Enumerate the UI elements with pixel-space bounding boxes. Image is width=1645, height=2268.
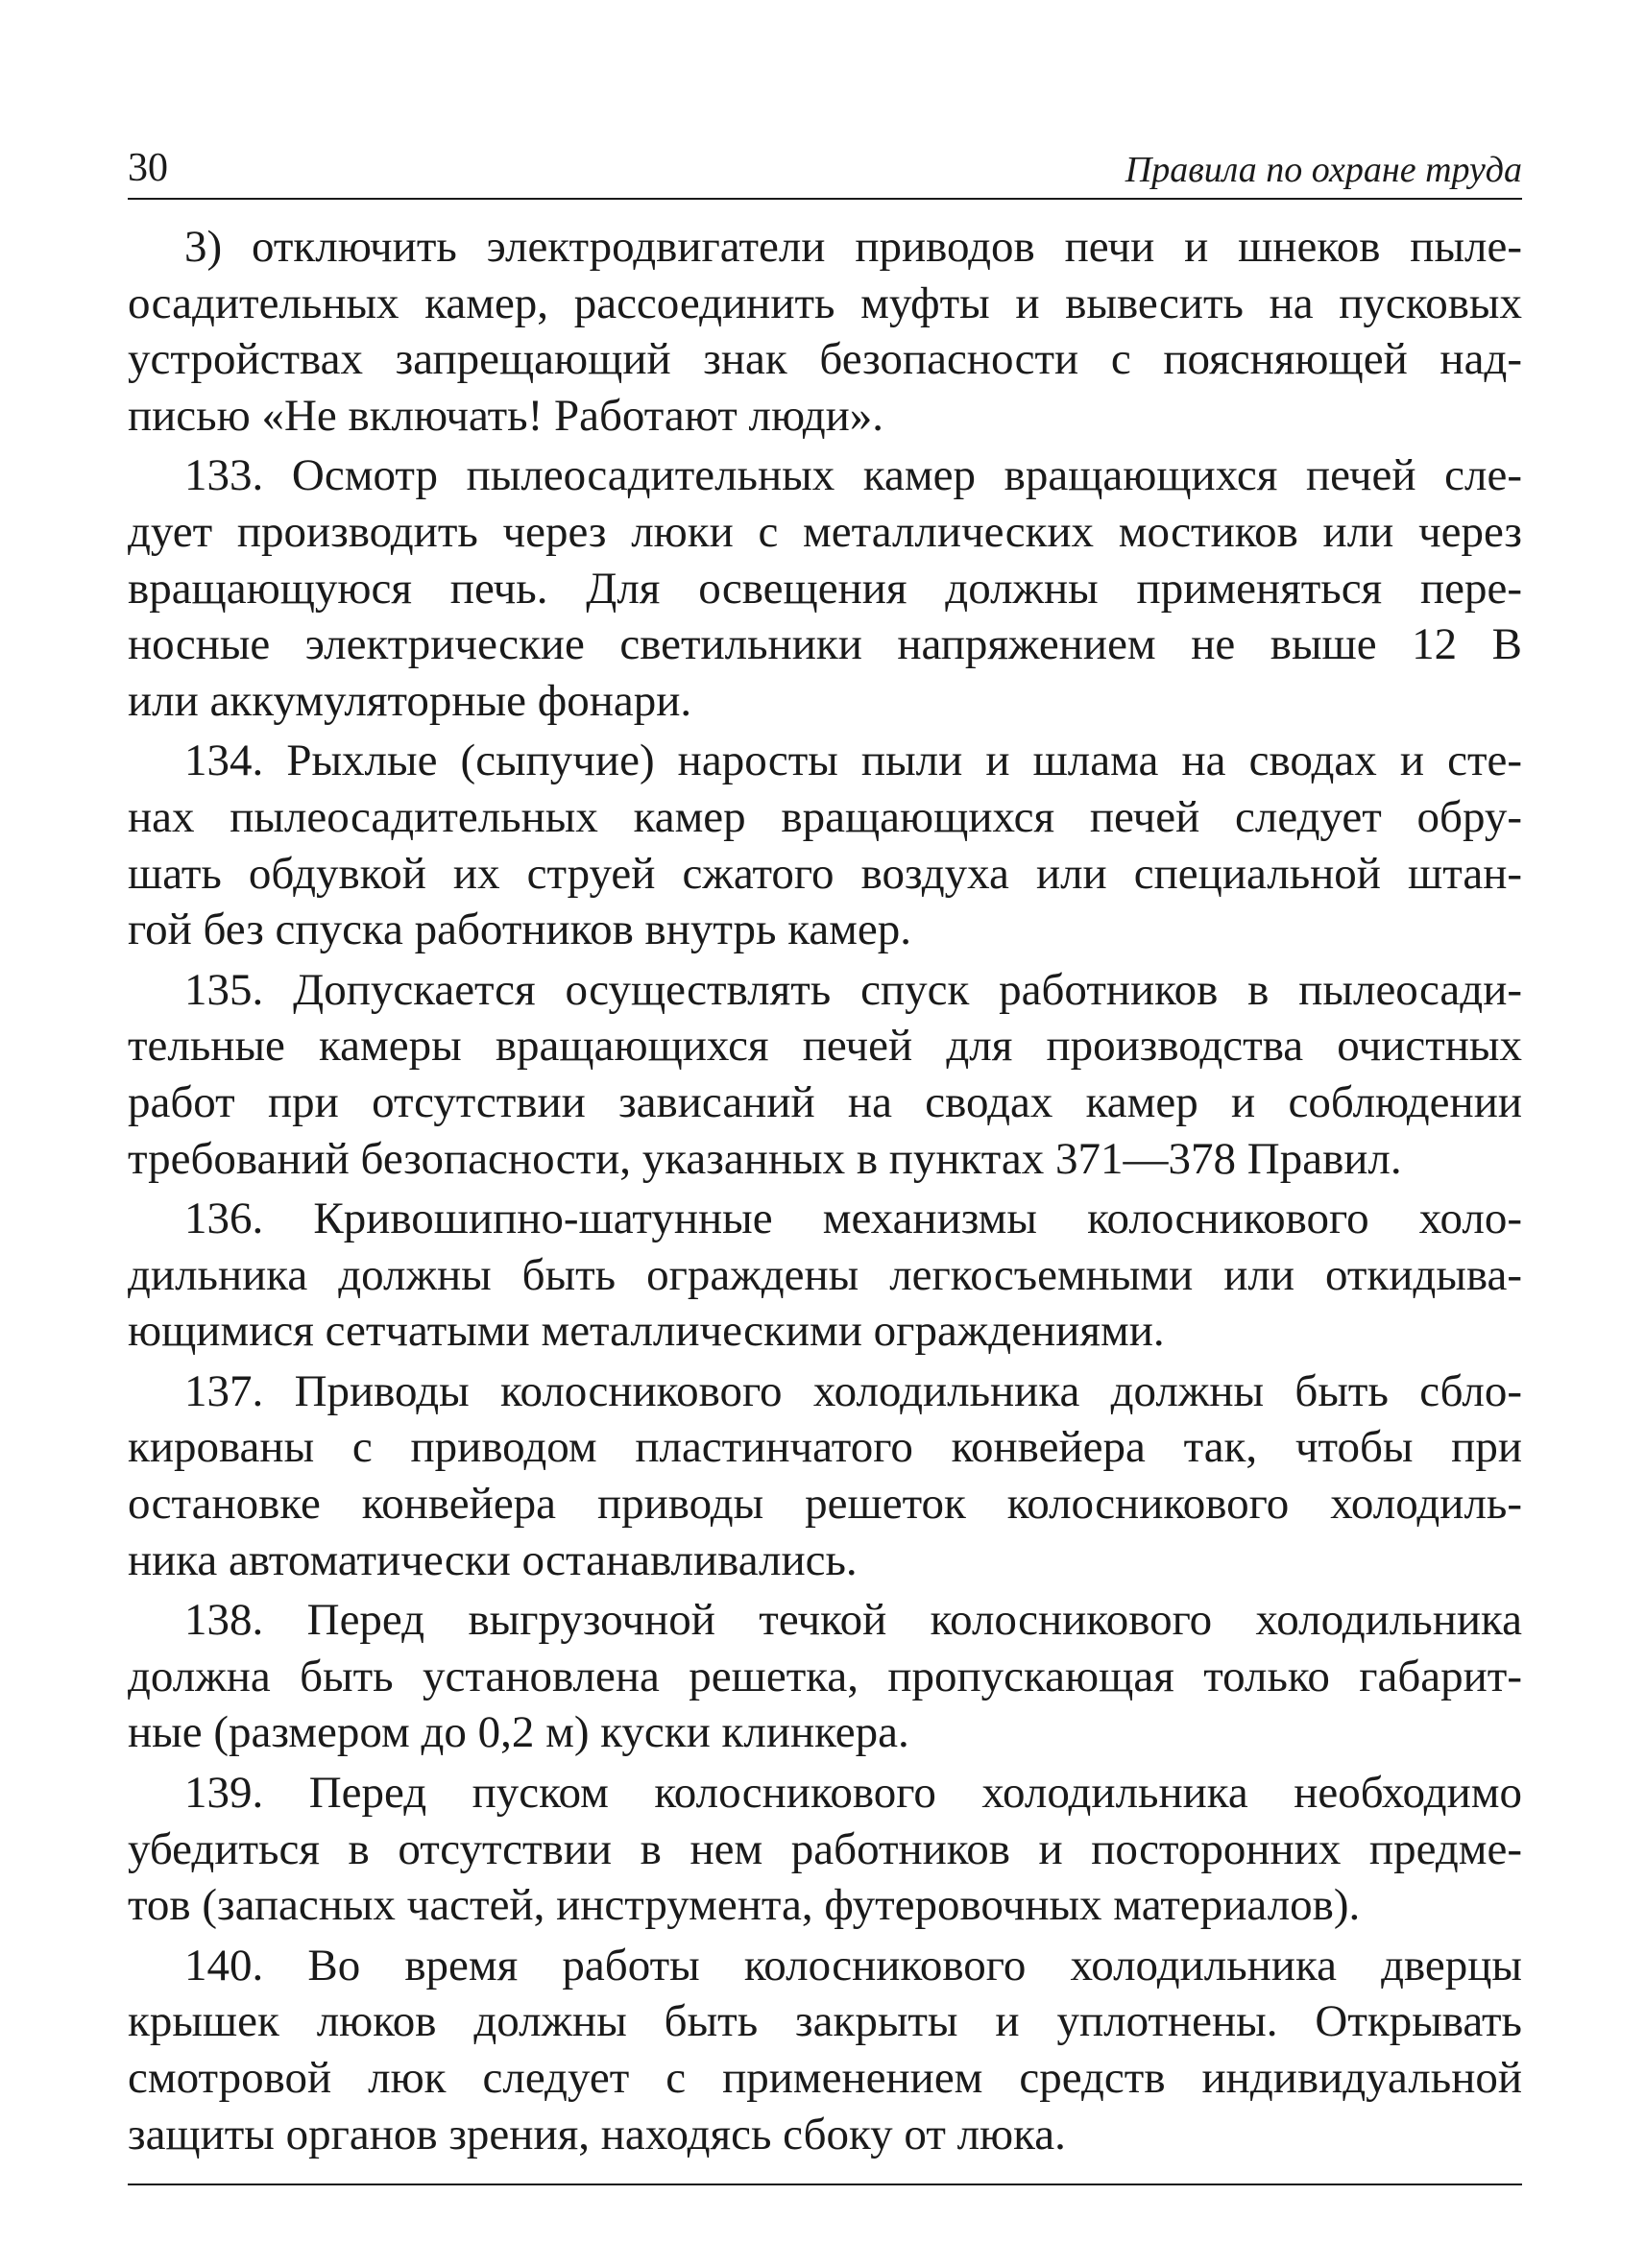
running-title: Правила по охране труда: [1125, 150, 1522, 190]
text-line: ника автоматически останавливались.: [128, 1534, 858, 1585]
header-rule: [128, 198, 1522, 200]
text-line: дильника должны быть ограждены легкосъемными или откидыва-: [128, 1249, 1522, 1300]
paragraph: [128, 1938, 1522, 2162]
text-line: тельные камеры вращающихся печей для производства очистных: [128, 1021, 1522, 1072]
text-line: писью «Не включать! Работают люди».: [128, 390, 884, 441]
text-line: ные (размером до 0,2 м) куски клинкера.: [128, 1707, 909, 1758]
text-line: 137. Приводы колосникового холодильника должны быть сбло-: [184, 1365, 1522, 1416]
footer-rule: [128, 2184, 1522, 2185]
text-line: 134. Рыхлые (сыпучие) наросты пыли и шлама на сводах и сте-: [184, 736, 1522, 786]
text-line: 136. Кривошипно-шатунные механизмы колосникового холо-: [184, 1194, 1522, 1244]
text-line: 138. Перед выгрузочной течкой колосникового холодильника: [184, 1595, 1522, 1646]
text-line: работ при отсутствии зависаний на сводах камер и соблюдении: [128, 1076, 1522, 1127]
text-line: 139. Перед пуском колосникового холодильника необходимо: [184, 1768, 1522, 1819]
text-line: ющимися сетчатыми металлическими ограждениями.: [128, 1306, 1165, 1357]
paragraph: [128, 1191, 1522, 1360]
text-line: кированы с приводом пластинчатого конвейера так, чтобы при: [128, 1422, 1522, 1473]
text-line: гой без спуска работников внутрь камер.: [128, 905, 912, 955]
text-line: остановке конвейера приводы решеток колосникового холодиль-: [128, 1479, 1522, 1530]
text-line: убедиться в отсутствии в нем работников и посторонних предме-: [128, 1823, 1522, 1874]
text-line: должна быть установлена решетка, пропускающая только габарит-: [128, 1651, 1522, 1701]
page-number: 30: [128, 146, 168, 190]
paragraph: [128, 1363, 1522, 1588]
text-line: защиты органов зрения, находясь сбоку от люка.: [128, 2109, 1066, 2159]
paragraph: [128, 219, 1522, 444]
document-page: [128, 144, 1522, 2185]
body-text: [128, 219, 1522, 2162]
paragraph: [128, 447, 1522, 729]
text-line: крышек люков должны быть закрыты и уплотнены. Открывать: [128, 1996, 1522, 2047]
text-line: 140. Во время работы колосникового холодильника дверцы: [184, 1940, 1522, 1991]
text-line: требований безопасности, указанных в пунктах 371—378 Правил.: [128, 1133, 1402, 1184]
text-line: шать обдувкой их струей сжатого воздуха или специальной штан-: [128, 848, 1522, 899]
text-line: 133. Осмотр пылеосадительных камер вращающихся печей сле-: [184, 450, 1522, 501]
text-line: 3) отключить электродвигатели приводов печи и шнеков пыле-: [184, 222, 1522, 272]
page-header: [128, 144, 1522, 194]
paragraph: [128, 733, 1522, 957]
text-line: дует производить через люки с металлических мостиков или через: [128, 506, 1522, 557]
text-line: осадительных камер, рассоединить муфты и вывесить на пусковых: [128, 277, 1522, 328]
text-line: или аккумуляторные фонари.: [128, 675, 692, 726]
text-line: носные электрические светильники напряжением не выше 12 В: [128, 619, 1522, 670]
paragraph: [128, 962, 1522, 1187]
text-line: устройствах запрещающий знак безопасности с поясняющей над-: [128, 334, 1522, 385]
text-line: вращающуюся печь. Для освещения должны применяться пере-: [128, 563, 1522, 614]
paragraph: [128, 1592, 1522, 1761]
text-line: 135. Допускается осуществлять спуск работников в пылеосади-: [184, 964, 1522, 1015]
text-line: нах пылеосадительных камер вращающихся печей следует обру-: [128, 791, 1522, 842]
paragraph: [128, 1765, 1522, 1934]
text-line: тов (запасных частей, инструмента, футеровочных материалов).: [128, 1880, 1361, 1931]
text-line: смотровой люк следует с применением средств индивидуальной: [128, 2053, 1522, 2103]
